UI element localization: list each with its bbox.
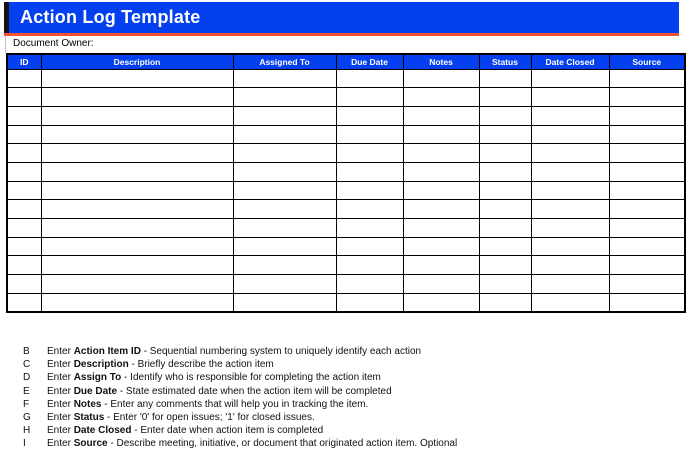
cell-assigned-to[interactable]	[233, 256, 336, 275]
cell-due-date[interactable]	[336, 293, 403, 312]
cell-assigned-to[interactable]	[233, 144, 336, 163]
title-banner	[4, 2, 679, 33]
instruction-line	[23, 345, 457, 358]
cell-notes[interactable]	[403, 125, 479, 144]
cell-description[interactable]	[41, 275, 233, 294]
column-header-due-date: Due Date	[336, 54, 403, 69]
cell-source[interactable]	[609, 275, 685, 294]
cell-assigned-to[interactable]	[233, 275, 336, 294]
instruction-line	[23, 358, 457, 371]
cell-notes[interactable]	[403, 219, 479, 238]
accent-divider	[4, 33, 679, 36]
document-owner-label: Document Owner:	[13, 38, 94, 49]
action-log-table	[6, 53, 686, 313]
cell-due-date[interactable]	[336, 200, 403, 219]
cell-date-closed[interactable]	[531, 256, 609, 275]
cell-id[interactable]	[7, 275, 41, 294]
cell-due-date[interactable]	[336, 256, 403, 275]
cell-assigned-to[interactable]	[233, 88, 336, 107]
cell-source[interactable]	[609, 162, 685, 181]
cell-due-date[interactable]	[336, 144, 403, 163]
cell-status[interactable]	[479, 162, 531, 181]
cell-due-date[interactable]	[336, 106, 403, 125]
cell-status[interactable]	[479, 200, 531, 219]
cell-source[interactable]	[609, 69, 685, 88]
cell-id[interactable]	[7, 106, 41, 125]
cell-description[interactable]	[41, 144, 233, 163]
table-row	[7, 106, 685, 125]
cell-status[interactable]	[479, 181, 531, 200]
table-row	[7, 69, 685, 88]
column-header-id: ID	[7, 54, 41, 69]
instruction-text: Enter Status - Enter '0' for open issues; '1' for closed issues.	[47, 412, 315, 424]
cell-notes[interactable]	[403, 144, 479, 163]
cell-description[interactable]	[41, 256, 233, 275]
cell-source[interactable]	[609, 256, 685, 275]
cell-assigned-to[interactable]	[233, 125, 336, 144]
column-header-notes: Notes	[403, 54, 479, 69]
instruction-text: Enter Due Date - State estimated date when the action item will be completed	[47, 385, 392, 397]
instruction-text: Enter Source - Describe meeting, initiative, or document that originated action item. Optional	[47, 438, 458, 450]
table-row	[7, 88, 685, 107]
cell-description[interactable]	[41, 162, 233, 181]
table-row	[7, 181, 685, 200]
cell-source[interactable]	[609, 293, 685, 312]
cell-status[interactable]	[479, 144, 531, 163]
cell-id[interactable]	[7, 162, 41, 181]
instruction-letter: E	[23, 385, 30, 397]
table-row	[7, 219, 685, 238]
table-row	[7, 125, 685, 144]
cell-date-closed[interactable]	[531, 200, 609, 219]
cell-date-closed[interactable]	[531, 88, 609, 107]
instruction-letter: H	[23, 425, 31, 437]
table-header-row	[7, 54, 685, 69]
cell-description[interactable]	[41, 106, 233, 125]
cell-notes[interactable]	[403, 237, 479, 256]
instruction-letter: I	[23, 438, 26, 450]
cell-id[interactable]	[7, 181, 41, 200]
instruction-text: Enter Assign To - Identify who is responsible for completing the action item	[47, 372, 381, 384]
cell-description[interactable]	[41, 181, 233, 200]
cell-source[interactable]	[609, 88, 685, 107]
instruction-line	[23, 437, 457, 450]
cell-source[interactable]	[609, 219, 685, 238]
cell-assigned-to[interactable]	[233, 69, 336, 88]
cell-notes[interactable]	[403, 106, 479, 125]
instruction-letter: D	[23, 372, 31, 384]
table-row	[7, 144, 685, 163]
table-row	[7, 256, 685, 275]
cell-source[interactable]	[609, 181, 685, 200]
cell-description[interactable]	[41, 125, 233, 144]
cell-source[interactable]	[609, 200, 685, 219]
cell-status[interactable]	[479, 88, 531, 107]
cell-id[interactable]	[7, 237, 41, 256]
cell-due-date[interactable]	[336, 181, 403, 200]
cell-source[interactable]	[609, 144, 685, 163]
cell-description[interactable]	[41, 69, 233, 88]
instruction-text: Enter Action Item ID - Sequential numbering system to uniquely identify each action	[47, 346, 422, 358]
cell-source[interactable]	[609, 237, 685, 256]
cell-description[interactable]	[41, 88, 233, 107]
cell-date-closed[interactable]	[531, 162, 609, 181]
cell-status[interactable]	[479, 125, 531, 144]
cell-id[interactable]	[7, 293, 41, 312]
cell-status[interactable]	[479, 275, 531, 294]
cell-assigned-to[interactable]	[233, 181, 336, 200]
cell-date-closed[interactable]	[531, 69, 609, 88]
cell-id[interactable]	[7, 88, 41, 107]
instruction-line	[23, 385, 457, 398]
column-header-description: Description	[41, 54, 233, 69]
cell-due-date[interactable]	[336, 275, 403, 294]
cell-status[interactable]	[479, 256, 531, 275]
cell-date-closed[interactable]	[531, 106, 609, 125]
cell-assigned-to[interactable]	[233, 219, 336, 238]
cell-assigned-to[interactable]	[233, 237, 336, 256]
instruction-line	[23, 398, 457, 411]
cell-due-date[interactable]	[336, 69, 403, 88]
instruction-letter: B	[23, 346, 30, 358]
cell-notes[interactable]	[403, 88, 479, 107]
cell-assigned-to[interactable]	[233, 106, 336, 125]
instruction-text: Enter Date Closed - Enter date when action item is completed	[47, 425, 324, 437]
cell-notes[interactable]	[403, 181, 479, 200]
instruction-text: Enter Notes - Enter any comments that will help you in tracking the item.	[47, 398, 369, 410]
table-row	[7, 275, 685, 294]
cell-source[interactable]	[609, 106, 685, 125]
cell-description[interactable]	[41, 293, 233, 312]
page-title: Action Log Template	[20, 7, 201, 27]
cell-description[interactable]	[41, 237, 233, 256]
table-row	[7, 293, 685, 312]
instruction-text: Enter Description - Briefly describe the action item	[47, 359, 274, 371]
cell-status[interactable]	[479, 293, 531, 312]
column-header-date-closed: Date Closed	[531, 54, 609, 69]
cell-description[interactable]	[41, 219, 233, 238]
cell-due-date[interactable]	[336, 88, 403, 107]
cell-id[interactable]	[7, 125, 41, 144]
cell-id[interactable]	[7, 69, 41, 88]
cell-assigned-to[interactable]	[233, 293, 336, 312]
cell-source[interactable]	[609, 125, 685, 144]
cell-due-date[interactable]	[336, 125, 403, 144]
cell-notes[interactable]	[403, 275, 479, 294]
cell-status[interactable]	[479, 106, 531, 125]
instructions-list	[23, 345, 457, 451]
cell-date-closed[interactable]	[531, 144, 609, 163]
instruction-line	[23, 371, 457, 384]
cell-notes[interactable]	[403, 293, 479, 312]
cell-date-closed[interactable]	[531, 125, 609, 144]
cell-assigned-to[interactable]	[233, 200, 336, 219]
cell-status[interactable]	[479, 219, 531, 238]
cell-notes[interactable]	[403, 200, 479, 219]
column-header-status: Status	[479, 54, 531, 69]
cell-status[interactable]	[479, 69, 531, 88]
cell-notes[interactable]	[403, 162, 479, 181]
column-header-assigned-to: Assigned To	[233, 54, 336, 69]
cell-notes[interactable]	[403, 69, 479, 88]
cell-date-closed[interactable]	[531, 237, 609, 256]
cell-due-date[interactable]	[336, 162, 403, 181]
cell-assigned-to[interactable]	[233, 162, 336, 181]
column-header-source: Source	[609, 54, 685, 69]
instruction-line	[23, 424, 457, 437]
cell-date-closed[interactable]	[531, 219, 609, 238]
cell-date-closed[interactable]	[531, 275, 609, 294]
frame-edge-line	[5, 36, 6, 53]
cell-due-date[interactable]	[336, 237, 403, 256]
cell-status[interactable]	[479, 237, 531, 256]
table-row	[7, 162, 685, 181]
table-row	[7, 200, 685, 219]
cell-date-closed[interactable]	[531, 181, 609, 200]
cell-id[interactable]	[7, 219, 41, 238]
table-row	[7, 237, 685, 256]
cell-id[interactable]	[7, 256, 41, 275]
cell-id[interactable]	[7, 200, 41, 219]
instruction-letter: G	[23, 412, 31, 424]
cell-date-closed[interactable]	[531, 293, 609, 312]
instruction-letter: F	[23, 398, 30, 410]
cell-description[interactable]	[41, 200, 233, 219]
cell-id[interactable]	[7, 144, 41, 163]
instruction-letter: C	[23, 359, 31, 371]
cell-due-date[interactable]	[336, 219, 403, 238]
instruction-line	[23, 411, 457, 424]
cell-notes[interactable]	[403, 256, 479, 275]
